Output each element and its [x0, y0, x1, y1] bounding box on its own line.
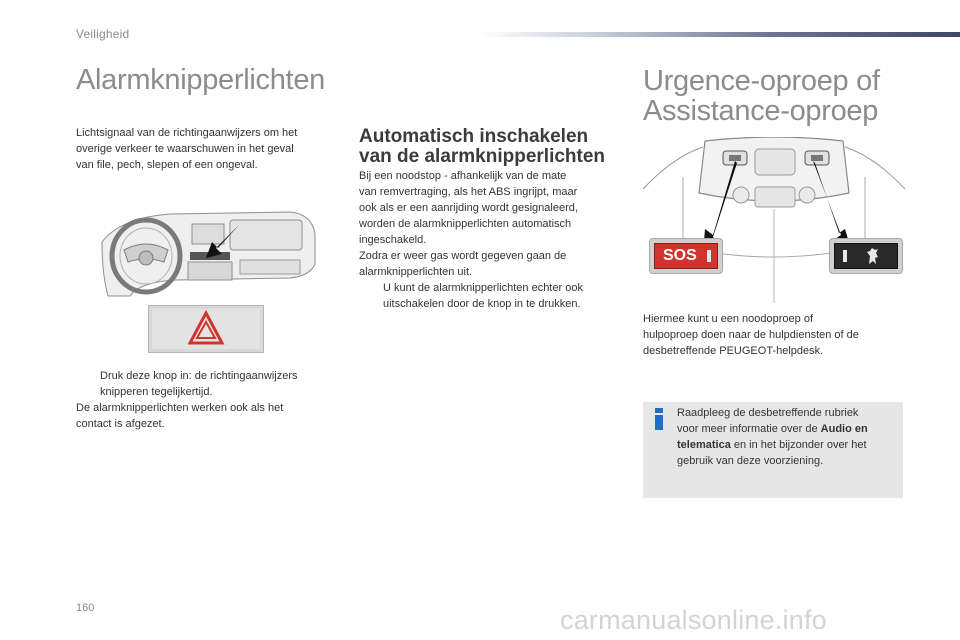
hazard-bullet: Druk deze knop in: de richtingaanwijzers knipperen tegelijkertijd.: [100, 370, 298, 398]
hazard-intro-text: Lichtsignaal van de richtingaanwijzers om het overige verkeer te waarschuwen in het geval van file, pech, slepen of een ongeval.: [76, 127, 298, 171]
section-label: Veiligheid: [76, 27, 130, 41]
assistance-button-callout: [829, 238, 903, 274]
peugeot-lion-icon: [863, 246, 883, 266]
info-icon: [652, 408, 666, 430]
sos-button-callout: [649, 238, 723, 274]
indicator-led-icon: [707, 250, 711, 262]
emergency-call-text: Hiermee kunt u een noodoproep of hulpoproep doen naar de hulpdiensten of de desbetreffende PEUGEOT-helpdesk.: [643, 313, 859, 357]
sos-label: SOS: [663, 247, 697, 264]
sos-button: [654, 243, 718, 269]
ceiling-console-illustration: [643, 137, 905, 303]
watermark: carmanualsonline.info: [560, 605, 827, 635]
dashboard-illustration: [100, 204, 318, 302]
page-number: 160: [76, 602, 95, 614]
indicator-led-icon: [843, 250, 847, 262]
assistance-button: [834, 243, 898, 269]
auto-activation-bullet: U kunt de alarmknipperlichten echter ook uitschakelen door de knop in te drukken.: [383, 282, 583, 310]
header-accent-bar: [478, 32, 960, 37]
info-text: Raadpleeg de desbetreffende rubriek voor meer informatie over de Audio en telematica en in het bijzonder over het gebruik van deze voorziening.: [677, 407, 868, 467]
emergency-call-title: Urgence-oproep of Assistance-oproep: [643, 65, 880, 127]
page-title-hazard-lights: Alarmknipperlichten: [76, 64, 325, 96]
hazard-instructions: Druk deze knop in: de richtingaanwijzers knipperen tegelijkertijd. De alarmknipperlichten werken ook als het contact is afgezet.: [76, 368, 346, 432]
auto-activation-heading: Automatisch inschakelen van de alarmknipperlichten: [359, 126, 606, 167]
auto-activation-text: Bij een noodstop - afhankelijk van de mate van remvertraging, als het ABS ingrijpt, maar ook als er een aanrijding wordt gesignaleerd, worden de alarmknipperlichten automatisch ingeschakeld. Zodra er weer gas wordt gegeven gaan de alarmknipperlichten uit. U kunt de alarmknipperlichten echter ook uitschakelen door de knop in te drukken.: [359, 168, 624, 312]
hazard-button-illustration: [148, 305, 264, 353]
